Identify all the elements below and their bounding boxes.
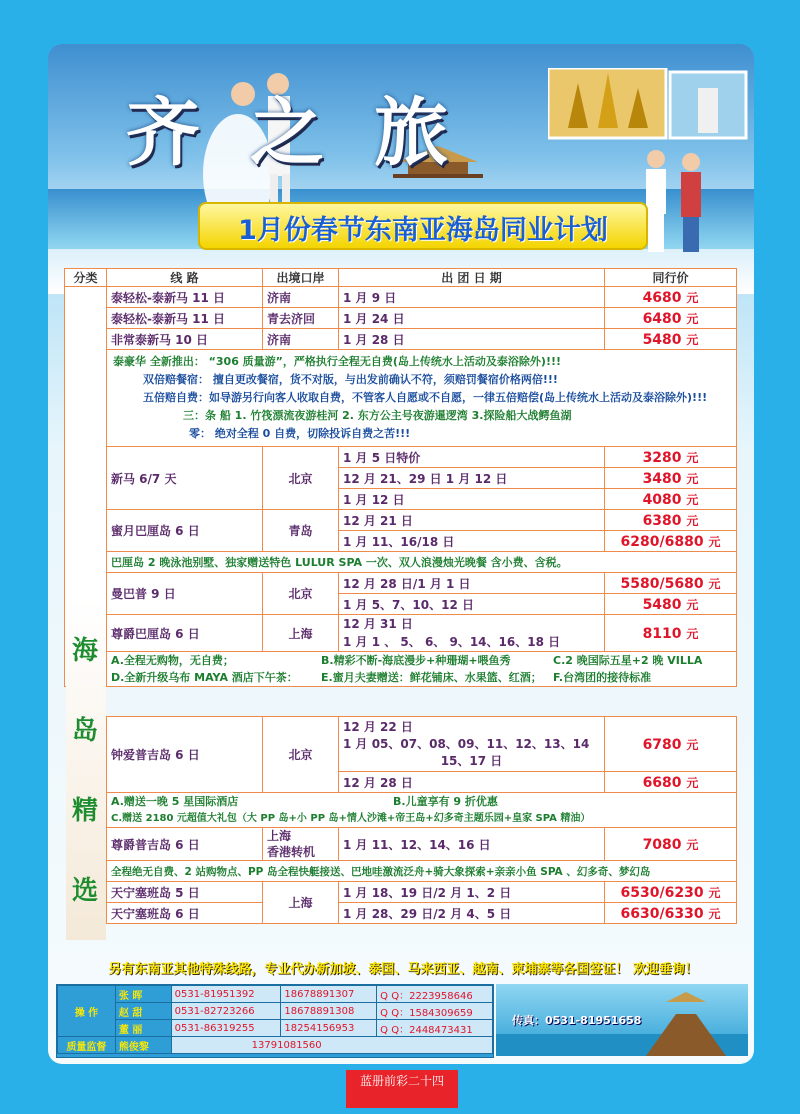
zhongai-notes: [107, 793, 737, 828]
contact-qq: Q Q：1584309659: [377, 1003, 493, 1020]
contact-tel: 0531-81951392: [171, 986, 281, 1003]
side-char-1: 海: [72, 636, 99, 666]
date-cell: 1 月 5、7、10、12 日: [339, 594, 605, 615]
zhongai-notes-row: [107, 793, 737, 828]
visa-slogan: 另有东南亚其他特殊线路，专业代办新加坡、泰国、马来西亚、越南、柬埔寨等各国签证！ 欢迎垂询！: [108, 962, 698, 977]
port-cell: 上海: [263, 882, 339, 924]
route-cell: 非常泰新马 10 日: [107, 329, 263, 350]
table-row: [65, 308, 737, 329]
note-a: A.赠送一晚 5 星国际酒店: [111, 795, 239, 808]
contact-table: [57, 985, 493, 1054]
port-line-1: 上海: [267, 829, 292, 843]
zunjue-notes: [107, 652, 737, 687]
price-cell: 4680 元: [605, 287, 737, 308]
thai-note-3: 五倍赔自费：如导游另行向客人收取自费，不管客人自愿或不自愿，一律五倍赔偿(岛上传统水上活动及泰浴除外)!!!: [143, 391, 708, 404]
price-cell: 6680 元: [605, 772, 737, 793]
role-quality: 质量监督: [58, 1037, 116, 1054]
thai-note-2: 双倍赔餐宿： 擅自更改餐宿，货不对版，与出发前确认不符，须赔罚餐宿价格两倍!!!: [143, 373, 558, 386]
date-line-1: 12 月 22 日: [343, 719, 413, 734]
contact-mobile: 18254156953: [281, 1020, 377, 1037]
note-c: C.2 晚国际五星+2 晚 VILLA: [553, 654, 703, 667]
table-row: [107, 717, 737, 772]
header-route: 线 路: [107, 269, 263, 287]
table-row: [65, 447, 737, 468]
date-cell: 1 月 12 日: [339, 489, 605, 510]
contact-name: 赵 甜: [115, 1003, 171, 1020]
date-cell: 1 月 18、19 日/2 月 1、2 日: [339, 882, 605, 903]
price-cell: 4080 元: [605, 489, 737, 510]
qc-name: 熊俊黎: [115, 1037, 171, 1054]
contact-tel: 0531-86319255: [171, 1020, 281, 1037]
fax-number: 传真：0531-81951658: [512, 1014, 642, 1027]
route-cell: 尊爵普吉岛 6 日: [107, 828, 263, 861]
route-cell: 泰轻松-泰新马 11 日: [107, 287, 263, 308]
date-cell: 1 月 28 日: [339, 329, 605, 350]
date-cell: 1 月 11、16/18 日: [339, 531, 605, 552]
price-cell: 6380 元: [605, 510, 737, 531]
port-cell: [263, 828, 339, 861]
note-f: F.台湾团的接待标准: [553, 671, 652, 684]
route-cell: 钟爱普吉岛 6 日: [107, 717, 263, 793]
price-cell: 5580/5680 元: [605, 573, 737, 594]
price-cell: 5480 元: [605, 329, 737, 350]
table-header-row: [65, 269, 737, 287]
plan-banner: [198, 202, 648, 250]
side-char-4: 选: [72, 876, 99, 906]
contact-row: [58, 986, 493, 1003]
date-cell: 1 月 11、12、14、16 日: [339, 828, 605, 861]
header-price: 同行价: [605, 269, 737, 287]
date-line-2: 1 月 1 、 5、 6、 9、14、16、18 日: [343, 635, 561, 649]
header-category: 分类: [65, 269, 107, 287]
date-cell: 1 月 24 日: [339, 308, 605, 329]
table-row: [65, 510, 737, 531]
contact-name: 张 晖: [115, 986, 171, 1003]
contact-name: 董 丽: [115, 1020, 171, 1037]
contact-panel: [56, 984, 494, 1058]
brand-title: 齐之旅: [126, 90, 498, 176]
contact-row: [58, 1003, 493, 1020]
note-a: A.全程无购物，无自费；: [111, 654, 234, 667]
price-cell: 6480 元: [605, 308, 737, 329]
date-cell: [339, 615, 605, 652]
contact-qq: Q Q：2448473431: [377, 1020, 493, 1037]
note-b: B.精彩不断-海底漫步+种珊瑚+喂鱼秀: [321, 654, 511, 667]
contact-row: [58, 1020, 493, 1037]
price-cell: 8110 元: [605, 615, 737, 652]
price-cell: 6530/6230 元: [605, 882, 737, 903]
port-cell: 上海: [263, 615, 339, 652]
port-line-2: 香港转机: [267, 845, 316, 859]
itinerary-table: [64, 268, 737, 687]
price-cell: 6630/6330 元: [605, 903, 737, 924]
port-cell: 青去济回: [263, 308, 339, 329]
fax-panel: [496, 984, 748, 1056]
page-number: 蓝册前彩二十四: [346, 1070, 458, 1108]
contact-qq: Q Q：2223958646: [377, 986, 493, 1003]
destination-thumbnails: [548, 68, 748, 142]
date-cell: 12 月 21 日: [339, 510, 605, 531]
route-cell: 泰轻松-泰新马 11 日: [107, 308, 263, 329]
date-cell: 1 月 5 日特价: [339, 447, 605, 468]
table-row: [107, 882, 737, 903]
port-cell: 济南: [263, 287, 339, 308]
price-cell: 5480 元: [605, 594, 737, 615]
header-port: 出境口岸: [263, 269, 339, 287]
puji-note-row: [107, 861, 737, 882]
date-cell: 12 月 21、29 日 1 月 12 日: [339, 468, 605, 489]
header-date: 出 团 日 期: [339, 269, 605, 287]
route-cell: 尊爵巴厘岛 6 日: [107, 615, 263, 652]
thai-note-5: 零： 绝对全程 0 自费，切除投诉自费之苦!!!: [189, 427, 411, 440]
thai-note-1: 泰豪华 全新推出： “306 质量游”，严格执行全程无自费(岛上传统水上活动及泰浴除外)!!!: [113, 355, 562, 368]
table-row: [65, 615, 737, 652]
table-row: [107, 903, 737, 924]
price-cell: 6780 元: [605, 717, 737, 772]
price-cell: 3480 元: [605, 468, 737, 489]
thai-note-4: 三：条 船 1. 竹筏漂流夜游桂河 2. 东方公主号夜游暹逻湾 3.探险船大战鳄鱼湖: [183, 409, 572, 422]
date-cell: [339, 717, 605, 772]
thai-notes-row: [65, 350, 737, 447]
table-row: [65, 329, 737, 350]
side-category: [66, 600, 106, 940]
date-cell: 1 月 9 日: [339, 287, 605, 308]
price-cell: 3280 元: [605, 447, 737, 468]
route-cell: 蜜月巴厘岛 6 日: [107, 510, 263, 552]
contact-tel: 0531-82723266: [171, 1003, 281, 1020]
route-cell: 曼巴普 9 日: [107, 573, 263, 615]
port-cell: 北京: [263, 573, 339, 615]
route-cell: 天宁塞班岛 5 日: [107, 882, 263, 903]
banner-text: 1月份春节东南亚海岛同业计划: [238, 215, 608, 246]
date-cell: 12 月 28 日: [339, 772, 605, 793]
date-line-2: 1 月 05、07、08、09、11、12、13、14: [343, 736, 590, 751]
role-operations: 操 作: [58, 986, 116, 1037]
price-cell: 6280/6880 元: [605, 531, 737, 552]
route-cell: 天宁塞班岛 6 日: [107, 903, 263, 924]
puji-note: 全程绝无自费、2 站购物点、PP 岛全程快艇接送、巴地哇激流泛舟+骑大象探索+亲亲小鱼 SPA 、幻多奇、梦幻岛: [107, 861, 737, 882]
qc-mobile: 13791081560: [171, 1037, 492, 1054]
price-cell: 7080 元: [605, 828, 737, 861]
zunjue-notes-row: [65, 652, 737, 687]
port-cell: 青岛: [263, 510, 339, 552]
table-row: [65, 573, 737, 594]
date-cell: 12 月 28 日/1 月 1 日: [339, 573, 605, 594]
note-b: B.儿童享有 9 折优惠: [393, 795, 498, 808]
side-char-3: 精: [72, 796, 99, 826]
table-row: [107, 828, 737, 861]
route-cell: 新马 6/7 天: [107, 447, 263, 510]
date-line-3: 15、17 日: [440, 753, 503, 768]
note-e: E.蜜月夫妻赠送：鲜花铺床、水果篮、红酒；: [321, 671, 542, 684]
port-cell: 济南: [263, 329, 339, 350]
date-cell: 1 月 28、29 日/2 月 4、5 日: [339, 903, 605, 924]
contact-mobile: 18678891307: [281, 986, 377, 1003]
date-line-1: 12 月 31 日: [343, 617, 413, 631]
contact-row: [58, 1037, 493, 1054]
bali-note: 巴厘岛 2 晚泳池别墅、独家赠送特色 LULUR SPA 一次、双人浪漫烛光晚餐 含小费、含税。: [107, 552, 737, 573]
note-c: C.赠送 2180 元超值大礼包（大 PP 岛+小 PP 岛+情人沙滩+帝王岛+幻多奇主题乐园+皇家 SPA 精油）: [111, 813, 591, 824]
thai-notes: [107, 350, 737, 447]
table-row: [65, 287, 737, 308]
port-cell: 北京: [263, 717, 339, 793]
contact-mobile: 18678891308: [281, 1003, 377, 1020]
side-char-2: 岛: [72, 716, 99, 746]
itinerary-table-lower: [106, 716, 737, 924]
bali-note-row: [65, 552, 737, 573]
port-cell: 北京: [263, 447, 339, 510]
note-d: D.全新升级乌布 MAYA 酒店下午茶：: [111, 671, 298, 684]
